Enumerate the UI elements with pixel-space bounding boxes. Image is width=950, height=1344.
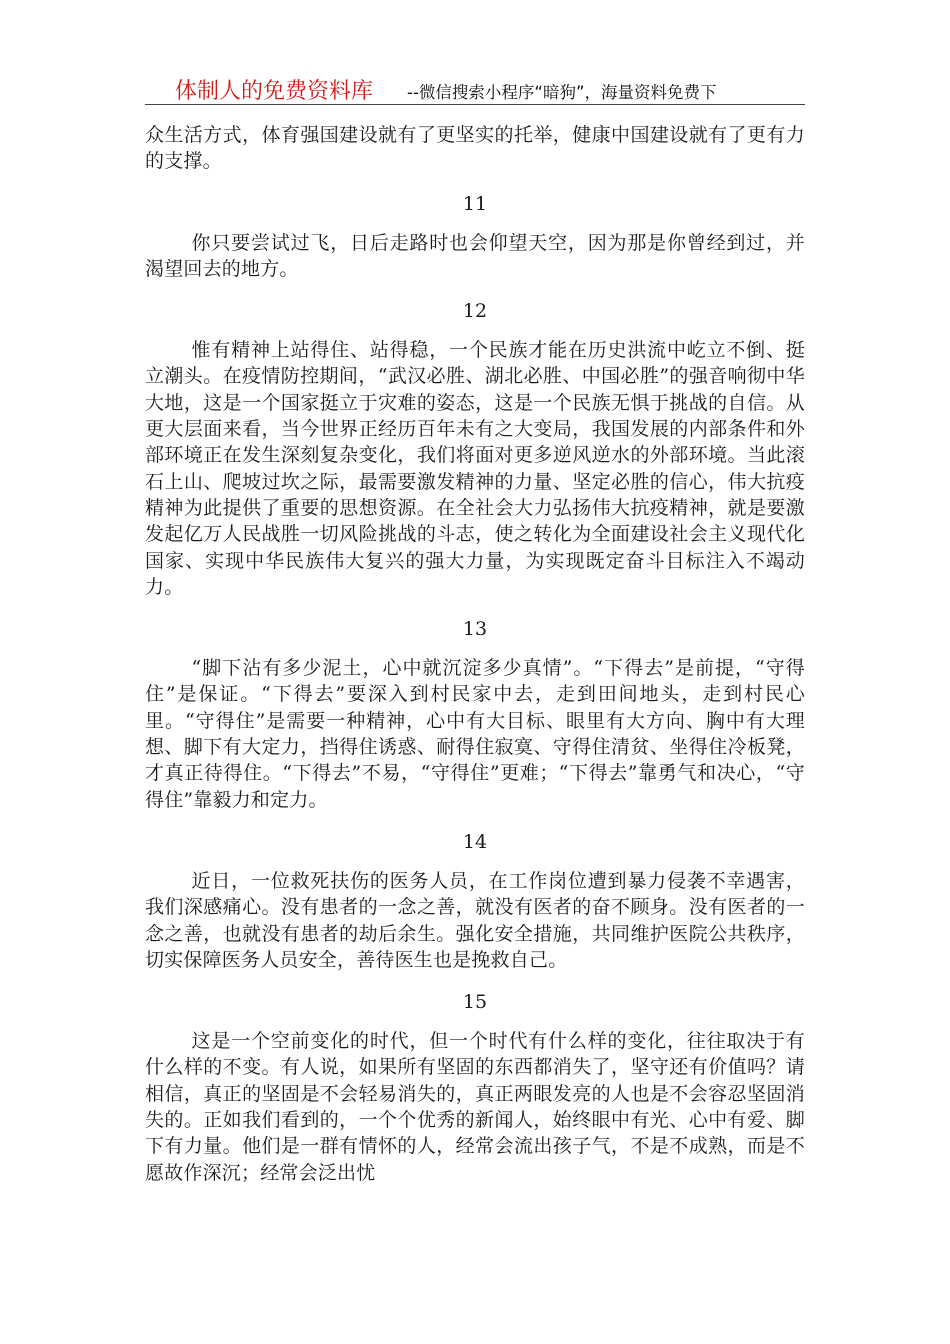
section-text-13: “脚下沾有多少泥土，心中就沉淀多少真情”。“下得去”是前提，“守得住”是保证。“下得去”要深入到村民家中去，走到田间地头，走到村民心里。“守得住”是需要一种精神，心中有大目标、眼里有大方向、胸中有大理想、脚下有大定力，挡得住诱惑、耐得住寂寞、守得住清贫、坐得住冷板凳，才真正待得住。“下得去”不易，“守得住”更难；“下得去”靠勇气和决心，“守得住”靠毅力和定力。: [145, 657, 805, 811]
section-number-15: 15: [462, 991, 488, 1014]
section-text-14: 近日，一位救死扶伤的医务人员，在工作岗位遭到暴力侵袭不幸遇害，我们深感痛心。没有患者的一念之善，就没有医者的奋不顾身。没有医者的一念之善，也就没有患者的劫后余生。强化安全措施，共同维护医院公共秩序，切实保障医务人员安全，善待医生也是挽救自己。: [145, 869, 805, 971]
intro-paragraph: 众生活方式，体育强国建设就有了更坚实的托举，健康中国建设就有了更有力的支撑。: [145, 124, 805, 173]
section-number-14: 14: [462, 830, 488, 853]
section-number-13: 13: [462, 618, 488, 641]
section-text-11: 你只要尝试过飞，日后走路时也会仰望天空，因为那是你曾经到过，并渴望回去的地方。: [145, 231, 805, 280]
section-number-11: 11: [462, 192, 488, 215]
document-body: [145, 122, 805, 1186]
section-text-15: 这是一个空前变化的时代，但一个时代有什么样的变化，往往取决于有什么样的不变。有人说，如果所有坚固的东西都消失了，坚守还有价值吗？请相信，真正的坚固是不会轻易消失的，真正两眼发亮的人也是不会容忍坚固消失的。正如我们看到的，一个个优秀的新闻人，始终眼中有光、心中有爱、脚下有力量。他们是一群有情怀的人，经常会流出孩子气，不是不成熟，而是不愿故作深沉；经常会泛出忧: [145, 1030, 805, 1184]
header-tagline: --微信搜索小程序“暗狗”，海量资料免费下: [407, 83, 717, 102]
section-number-12: 12: [462, 300, 488, 323]
section-text-12: 惟有精神上站得住、站得稳，一个民族才能在历史洪流中屹立不倒、挺立潮头。在疫情防控期间，“武汉必胜、湖北必胜、中国必胜”的强音响彻中华大地，这是一个国家挺立于灾难的姿态，这是一个民族无惧于挑战的自信。从更大层面来看，当今世界正经历百年未有之大变局，我国发展的内部条件和外部环境正在发生深刻复杂变化，我们将面对更多逆风逆水的外部环境。当此滚石上山、爬坡过坎之际，最需要激发精神的力量、坚定必胜的信心，伟大抗疫精神为此提供了重要的思想资源。在全社会大力弘扬伟大抗疫精神，就是要激发起亿万人民战胜一切风险挑战的斗志，使之转化为全面建设社会主义现代化国家、实现中华民族伟大复兴的强大力量，为实现既定奋斗目标注入不竭动力。: [145, 339, 805, 598]
header-brand: 体制人的免费资料库: [175, 79, 374, 104]
page-header: [145, 70, 805, 105]
